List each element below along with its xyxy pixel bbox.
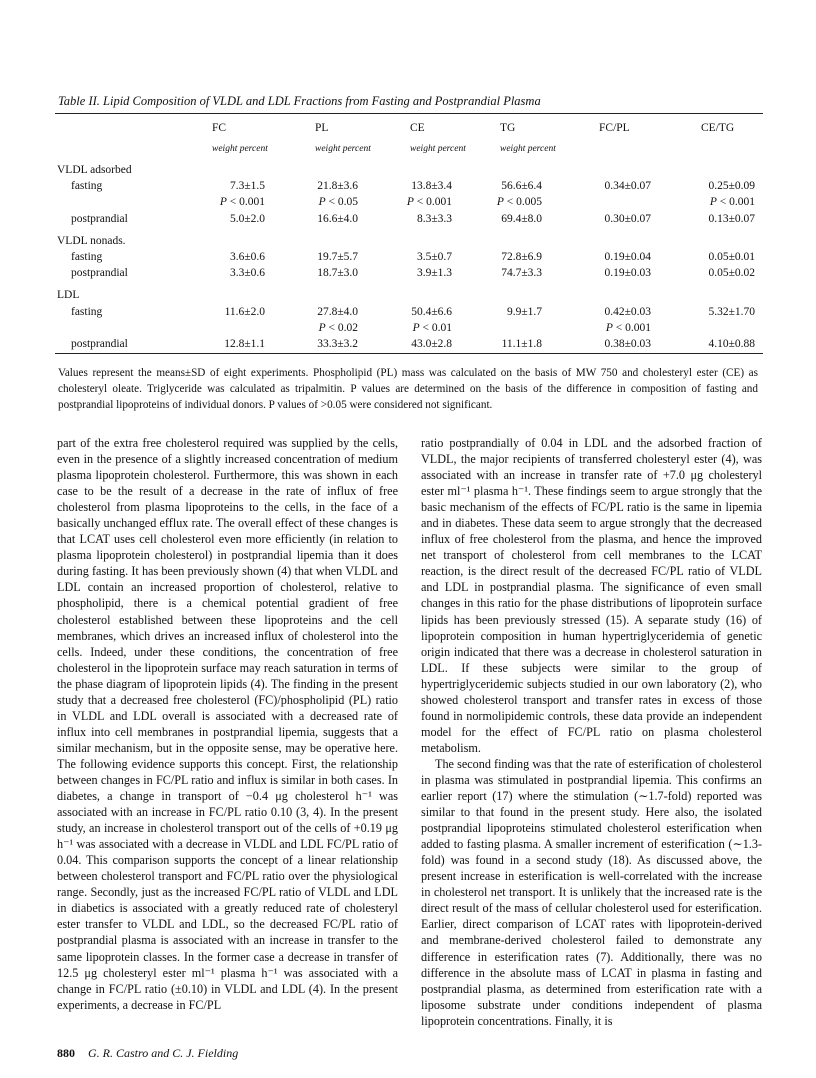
table-cell: 43.0±2.8 [411, 338, 452, 350]
table-bottom-rule [55, 353, 763, 354]
running-authors: G. R. Castro and C. J. Fielding [88, 1046, 239, 1060]
table-cell: 9.9±1.7 [506, 305, 542, 318]
table-cell: 4.10±0.88 [708, 338, 755, 350]
table-cell: 18.7±3.0 [317, 267, 358, 280]
table-cell: 72.8±6.9 [501, 251, 542, 263]
column-unit: weight percent [410, 144, 466, 154]
table-cell: 27.8±4.0 [317, 305, 358, 318]
p-value: P < 0.001 [406, 196, 452, 209]
p-value: P < 0.001 [605, 321, 651, 334]
body-paragraph: part of the extra free cholesterol required was supplied by the cells, even in the presence of a slightly increased concentration of medium plasma lipoprotein cholesterol. Furthermore, this was shown in each case to be the result of a decrease in the rate of influx of free cholesterol from plasma lipoproteins to the cells, in the face of a basically unchanged efflux rate. The overall effect of these changes is that LCAT uses cell cholesterol even more efficiently (in relation to plasma lipoprotein cholesterol) in postprandial lipemia than it does during fasting. It has been previously shown (4) that when VLDL and LDL contain an increased proportion of cholesterol, relative to phospholipid, there is a chemical potential gradient of free cholesterol established between these lipoproteins and the cell membranes, which drives an increased influx of cholesterol into the cells. Indeed, under these conditions, the concentration of free cholesterol in the lipoprotein surface may reach saturation in terms of the phase diagram of lipoprotein lipids (4). The finding in the present study that a decreased free cholesterol (FC)/phospholipid (PL) ratio in VLDL and LDL overall is associated with a decreased rate of influx into cell membranes in postprandial lipemia, suggests that a similar mechanism, but in the opposite sense, may be operative here. The following evidence supports this concept. First, the relationship between changes in FC/PL ratio and influx is similar in both cases. In diabetes, a change in transport of −0.4 μg cholesterol h⁻¹ was associated with an increase in FC/PL ratio 0.10 (3, 4). In the present study, an increase in cholesterol transport out of the cells of +0.19 μg h⁻¹ was associated with a decrease in VLDL and LDL FC/PL ratio of 0.04. This comparison supports the concept of a linear relationship between cholesterol transport and FC/PL ratio over the physiological range. Secondly, just as the increased FC/PL ratio of VLDL and LDL in diabetics is associated with a greatly reduced rate of cholesteryl ester transfer to VLDL and LDL, so the decreased FC/PL ratio of postprandial plasma is associated with an increase in transfer to the same lipoprotein classes. In the former case a decrease in transfer of 12.5 μg cholesteryl ester ml⁻¹ plasma h⁻¹ was associated with a change in FC/PL ratio (±0.10) in VLDL and LDL (4). In the present experiments, a decrease in FC/PL [57, 436, 398, 1012]
table-cell: 56.6±6.4 [501, 180, 542, 193]
table-cell: 0.05±0.02 [708, 267, 755, 280]
table-cell: 0.42±0.03 [604, 305, 651, 318]
table-top-rule [55, 113, 763, 114]
column-unit: weight percent [212, 144, 268, 154]
p-value: P < 0.01 [412, 321, 452, 334]
column-unit: weight percent [315, 144, 371, 154]
p-value: P < 0.05 [318, 196, 358, 209]
p-value: P < 0.001 [219, 196, 265, 209]
table-cell: 0.05±0.01 [708, 251, 755, 263]
row-label: postprandial [71, 338, 128, 350]
table-cell: 50.4±6.6 [411, 305, 452, 318]
row-label: fasting [71, 180, 103, 193]
table-cell: 5.0±2.0 [229, 212, 265, 225]
table-cell: 19.7±5.7 [317, 251, 358, 263]
body-paragraph: ratio postprandially of 0.04 in LDL and the adsorbed fraction of VLDL, the major recipients of transferred cholesteryl ester (4), was associated with an increase in transfer rate of +7.0 μg cholesteryl ester ml⁻¹ plasma h⁻¹. These findings seem to argue strongly that the basic mechanism of the effects of FC/PL ratio is the same in lipemia and in diabetes. These data seem to argue strongly that the decreased influx of free cholesterol from the plasma, and hence the improved net transport of cholesterol from cell membranes to the LCAT reaction, is the direct result of the decreased FC/PL ratio of VLDL and LDL in postprandial plasma. The significance of even small changes in this ratio for the phase distributions of lipoprotein surface lipids has been previously stressed (15). A separate study (16) of lipoprotein composition in human hypertriglyceridemia of genetic origin indicated that there was a decrease in cholesterol saturation in LDL. If these subjects were similar to the group of hypertriglyceridemic subjects studied in our own laboratory (2), who showed cholesterol transport and transfer rates in excess of those found in normolipidemic controls, these data provide an independent model for the effect of FC/PL ratio on plasma cholesterol metabolism. [421, 436, 762, 755]
table-cell: 12.8±1.1 [224, 338, 265, 350]
table-cell: 13.8±3.4 [411, 180, 452, 193]
column-header: TG [500, 122, 516, 134]
table-cell: 74.7±3.3 [501, 267, 542, 280]
column-header: FC [212, 122, 227, 134]
table-cell: 7.3±1.5 [229, 180, 265, 193]
body-column-left [57, 435, 398, 1013]
table-caption: Table II. Lipid Composition of VLDL and LDL Fractions from Fasting and Postprandial Plasma [58, 94, 541, 108]
body-column-right [421, 435, 762, 1029]
table-cell: 0.19±0.04 [604, 251, 651, 263]
table-cell: 3.3±0.6 [229, 267, 265, 280]
group-label: LDL [57, 289, 80, 302]
column-header: FC/PL [599, 122, 630, 134]
table-cell: 0.19±0.03 [604, 267, 651, 280]
group-label: VLDL adsorbed [57, 164, 132, 176]
table-cell: 0.13±0.07 [708, 212, 755, 225]
row-label: postprandial [71, 212, 128, 225]
table-cell: 3.6±0.6 [229, 251, 265, 263]
table-cell: 33.3±3.2 [317, 338, 358, 350]
table-cell: 0.25±0.09 [708, 180, 755, 193]
table-cell: 5.32±1.70 [708, 305, 755, 318]
page-footer [57, 1046, 238, 1061]
table-cell: 0.30±0.07 [604, 212, 651, 225]
table-cell: 8.3±3.3 [416, 212, 452, 225]
table-cell: 21.8±3.6 [317, 180, 358, 193]
table-cell: 11.1±1.8 [501, 338, 542, 350]
p-value: P < 0.001 [709, 196, 755, 209]
column-header: CE [410, 122, 425, 134]
table-cell: 3.9±1.3 [416, 267, 452, 280]
table-cell: 3.5±0.7 [416, 251, 452, 263]
table-cell: 0.38±0.03 [604, 338, 651, 350]
table-cell: 0.34±0.07 [604, 180, 651, 193]
body-paragraph: The second finding was that the rate of esterification of cholesterol in plasma was stimulated in postprandial lipemia. This confirms an earlier report (17) where the stimulation (∼1.7-fold) reported was similar to that found in the present study. Here also, the isolated postprandial lipoproteins stimulated cholesterol esterification when added to fasting plasma. A smaller increment of esterification (∼1.3-fold) was found in a second study (18). As discussed above, the present increase in esterification is well-correlated with the increase in cholesterol net transport. It is unlikely that the increased rate is the direct result of the mass of cellular cholesterol used for esterification. Earlier, direct comparison of LCAT rates with lipoprotein-derived and membrane-derived cholesterol failed to demonstrate any difference in esterification rates (7). Additionally, there was no difference in the absolute mass of LCAT in plasma in fasting and postprandial plasma, as determined from esterification rate with a liposome substrate under conditions independent of plasma lipoprotein concentrations. Finally, it is [421, 756, 762, 1028]
table-footnote: Values represent the means±SD of eight experiments. Phospholipid (PL) mass was calculated on the basis of MW 750 and cholesteryl ester (CE) as cholesteryl oleate. Triglyceride was calculated as tripalmitin. P values are determined on the basis of the difference in composition of fasting and postprandial lipoproteins of individual donors. P values of >0.05 were considered not significant. [58, 367, 758, 411]
table-cell: 16.6±4.0 [317, 212, 358, 225]
column-header: PL [315, 122, 329, 134]
row-label: fasting [71, 305, 103, 318]
table-cell: 69.4±8.0 [501, 212, 542, 225]
p-value: P < 0.02 [318, 321, 358, 334]
column-header: CE/TG [701, 122, 735, 134]
table-cell: 11.6±2.0 [224, 305, 265, 318]
page-number: 880 [57, 1046, 75, 1060]
group-label: VLDL nonads. [57, 234, 126, 247]
row-label: postprandial [71, 267, 128, 280]
row-label: fasting [71, 251, 103, 263]
column-unit: weight percent [500, 144, 556, 154]
p-value: P < 0.005 [496, 196, 542, 209]
